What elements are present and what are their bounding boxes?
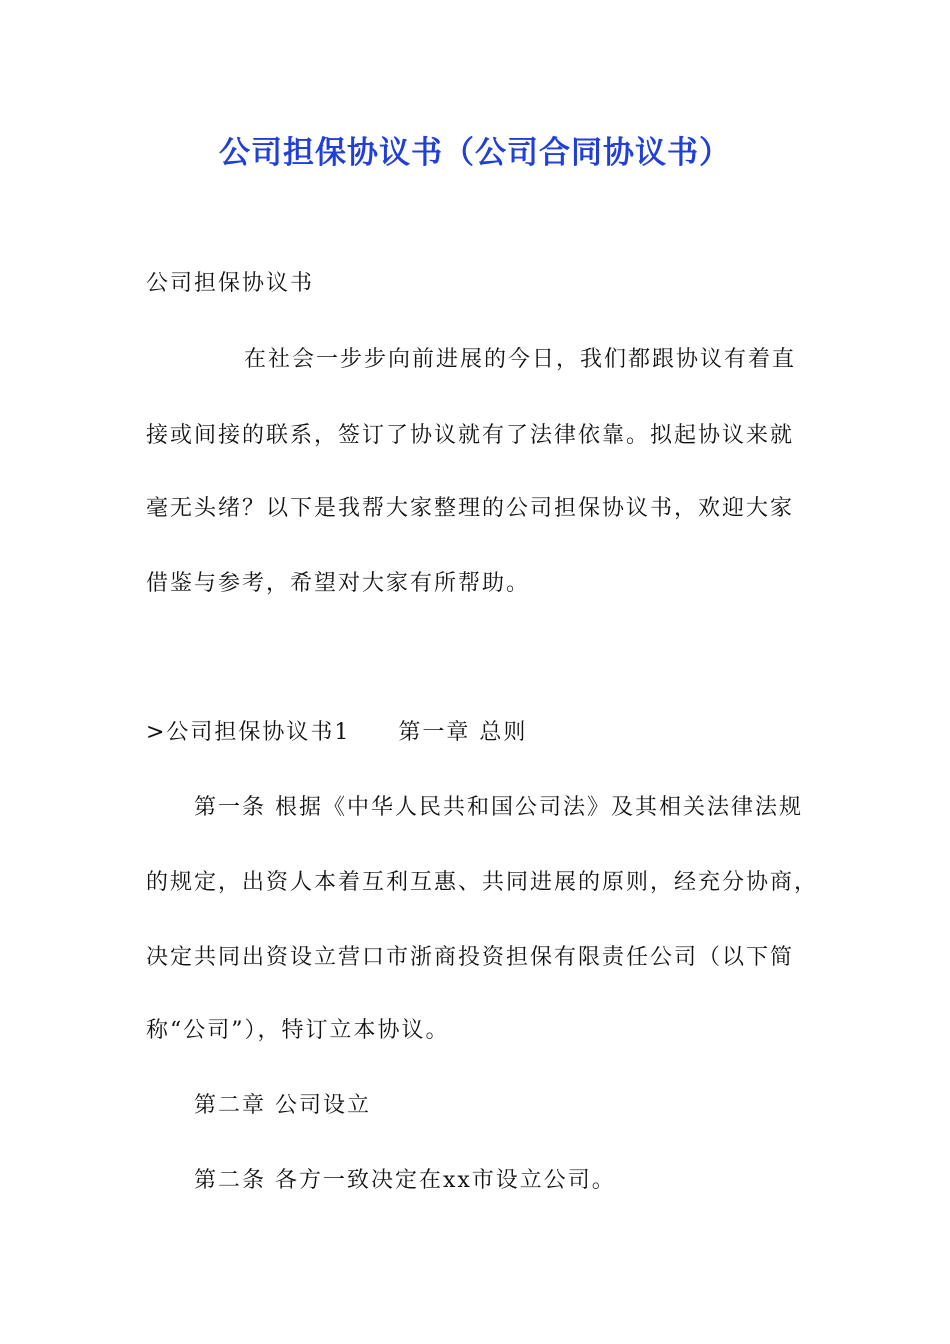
section-heading: >公司担保协议书1 第一章 总则 — [146, 720, 528, 745]
intro-line-4: 借鉴与参考，希望对大家有所帮助。 — [146, 571, 531, 596]
article1-line-1: 第一条 根据《中华人民共和国公司法》及其相关法律法规 — [194, 795, 803, 820]
document-subtitle: 公司担保协议书 — [146, 271, 315, 296]
intro-line-3: 毫无头绪？以下是我帮大家整理的公司担保协议书，欢迎大家 — [146, 496, 795, 521]
intro-line-1: 在社会一步步向前进展的今日，我们都跟协议有着直 — [244, 347, 797, 372]
chapter2-heading: 第二章 公司设立 — [194, 1093, 371, 1118]
article1-line-2: 的规定，出资人本着互利互惠、共同进展的原则，经充分协商， — [146, 870, 819, 895]
article1-line-3: 决定共同出资设立营口市浙商投资担保有限责任公司（以下简 — [146, 945, 795, 970]
article2-line: 第二条 各方一致决定在xx市设立公司。 — [194, 1168, 616, 1193]
article1-line-4: 称“公司”），特订立本协议。 — [146, 1018, 450, 1043]
intro-line-2: 接或间接的联系，签订了协议就有了法律依靠。拟起协议来就 — [146, 423, 795, 448]
document-title: 公司担保协议书（公司合同协议书） — [219, 135, 731, 171]
